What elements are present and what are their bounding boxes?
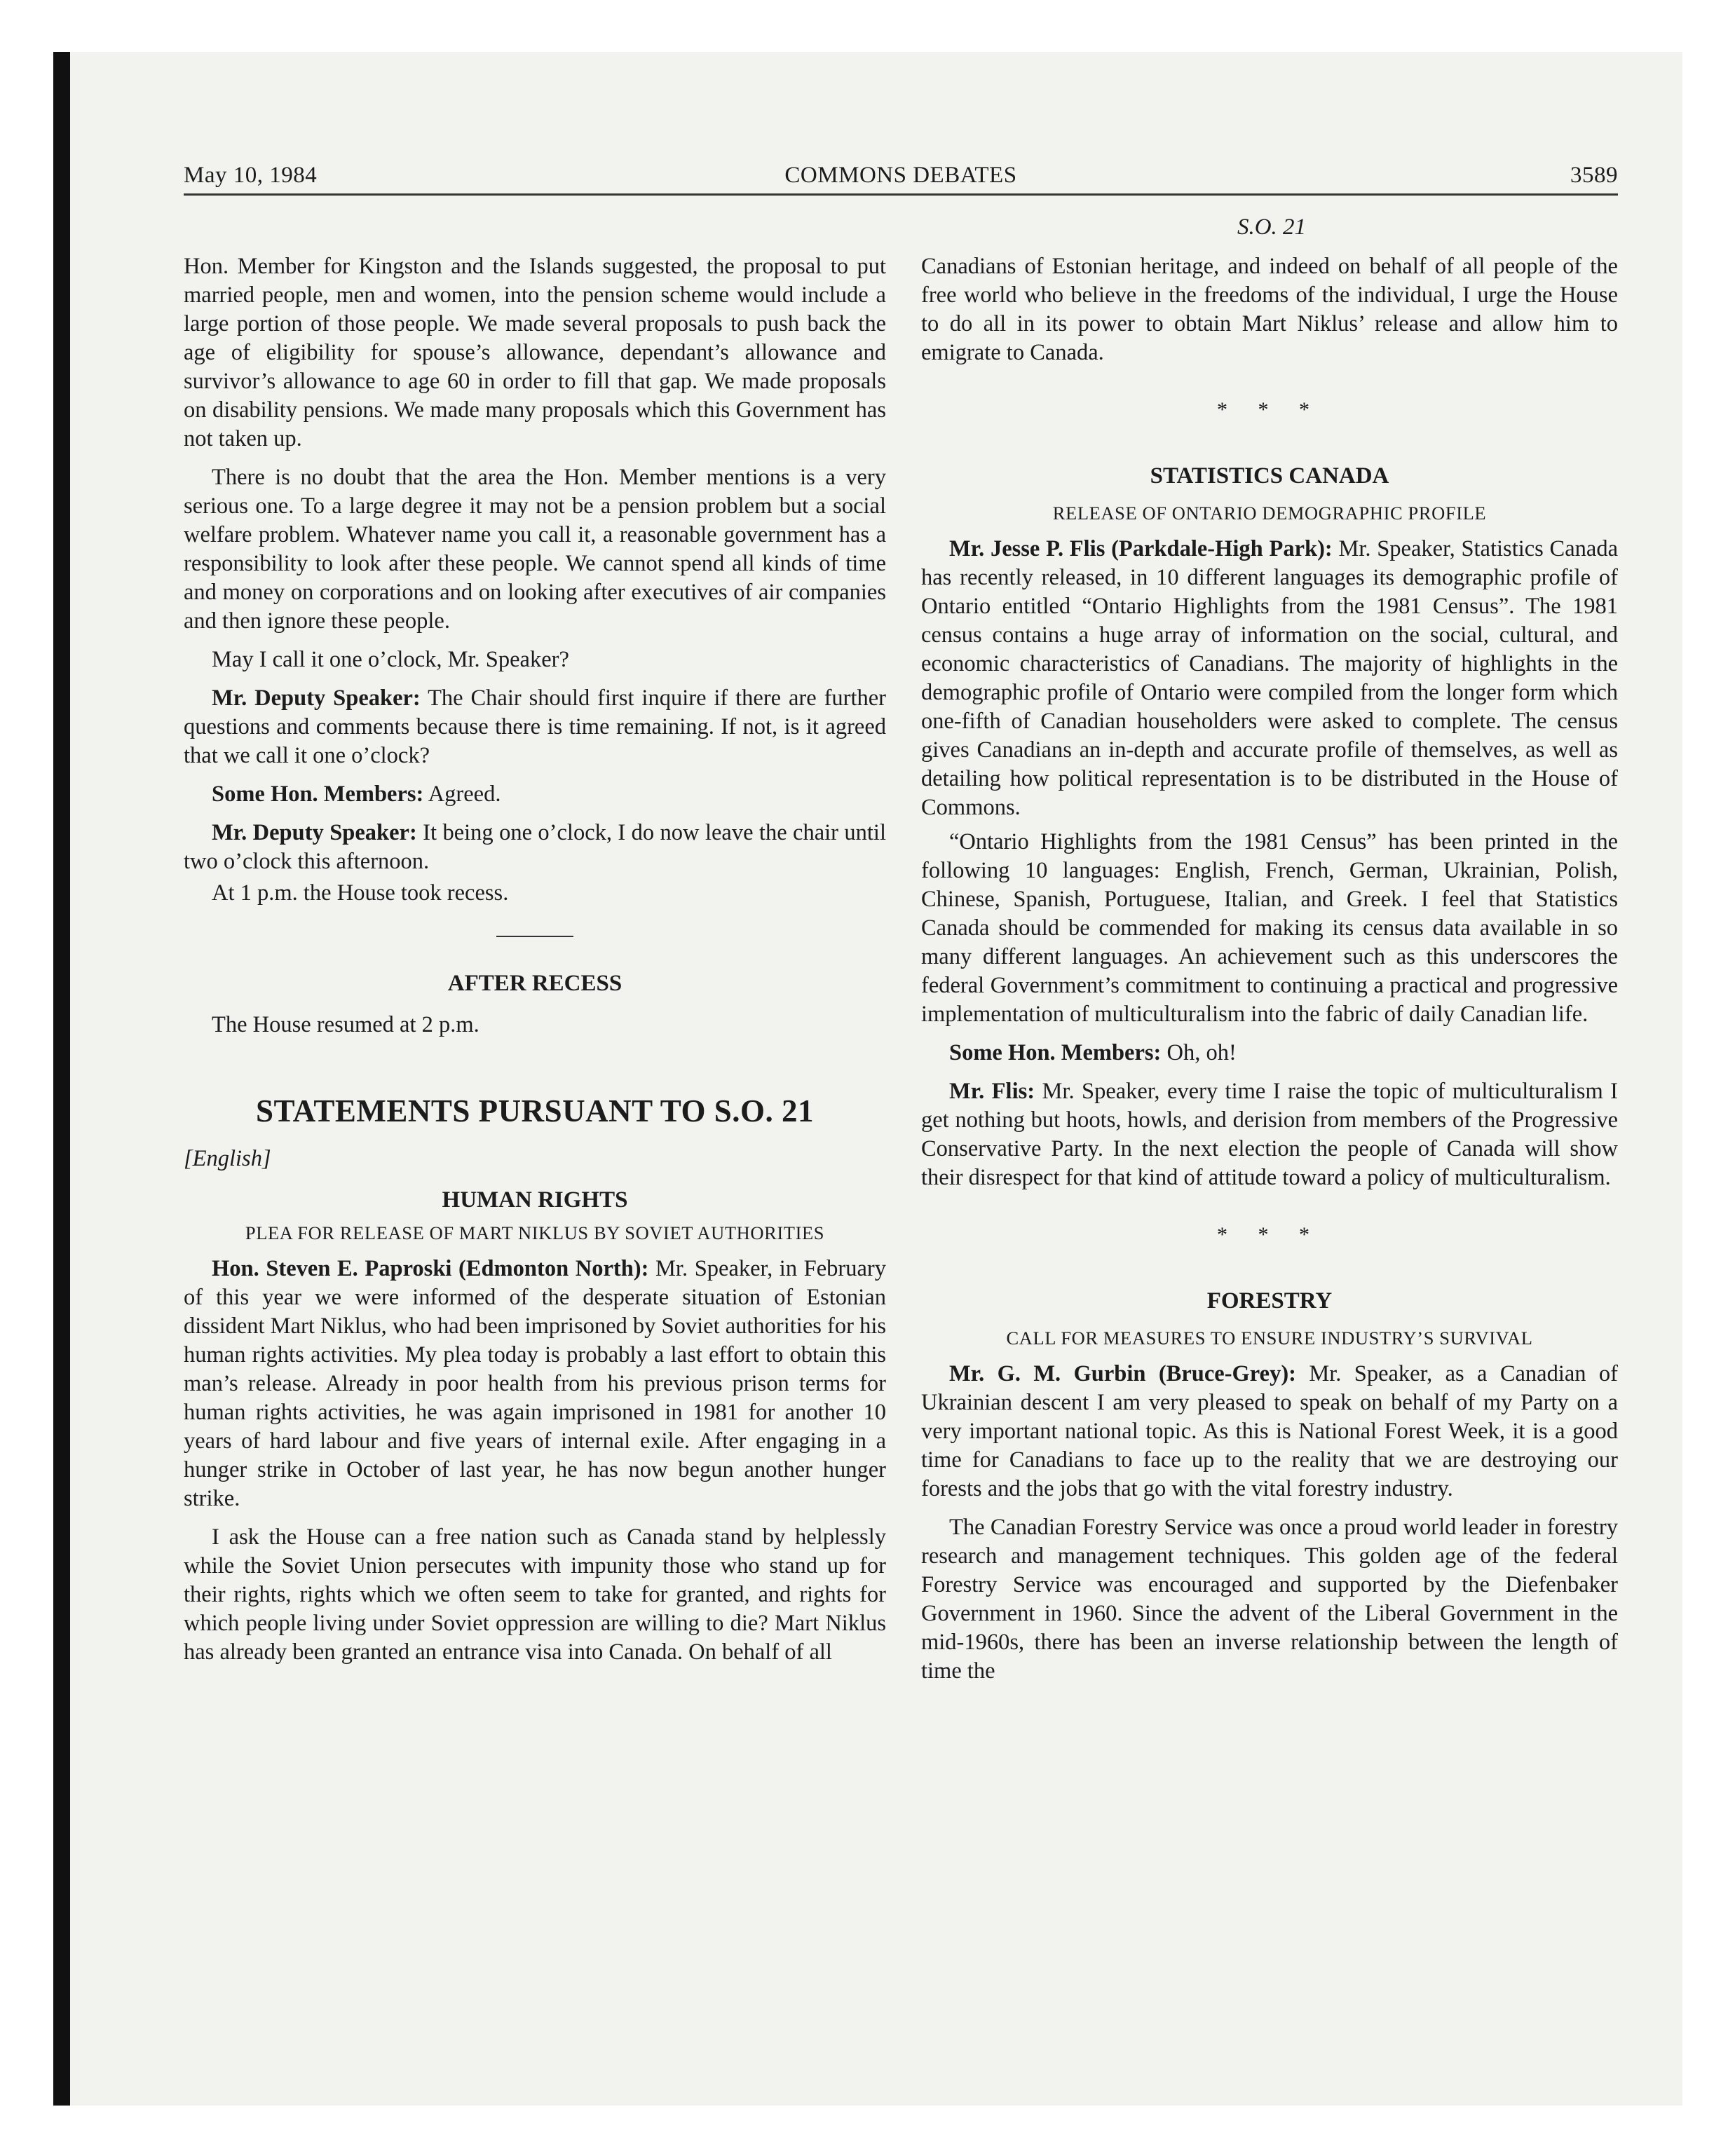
- right-column: [921, 252, 1618, 1686]
- page-number: 3589: [1570, 163, 1618, 188]
- paragraph: [184, 684, 886, 770]
- speaker-name: Mr. Flis:: [949, 1079, 1035, 1104]
- speech-text: It being one o’clock, I do now leave the chair until two o’clock this afternoon.: [184, 820, 886, 874]
- paragraph: The Canadian Forestry Service was once a proud world leader in forestry research and management techniques. This golden age of the federal Forestry Service was encouraged and supported by the Diefenbaker Government in 1960. Since the advent of the Liberal Government in the mid-1960s, there has been an inverse relationship between the length of time the: [921, 1515, 1618, 1684]
- paragraph: There is no doubt that the area the Hon. Member mentions is a very serious one. To a large degree it may not be a pension problem but a social welfare problem. Whatever name you call it, a reasonable government has a responsibility to look after these people. We cannot spend all kinds of time and money on corporations and on looking after executives of air companies and then ignore these people.: [184, 465, 886, 634]
- publication-title: COMMONS DEBATES: [784, 163, 1017, 188]
- speaker-name: Mr. G. M. Gurbin (Bruce-Grey):: [949, 1361, 1296, 1386]
- scan-binding-edge: [53, 52, 70, 2106]
- section-heading: AFTER RECESS: [447, 971, 622, 996]
- speaker-name: Some Hon. Members:: [949, 1040, 1162, 1065]
- paragraph: [921, 535, 1618, 822]
- paragraph: I ask the House can a free nation such as Canada stand by helplessly while the Soviet Union persecutes with impunity those who stand up for their rights, rights which we often seem to take for granted, and rights for which people living under Soviet oppression are willing to die? Mart Niklus has already been granted an entrance visa into Canada. On behalf of all: [184, 1524, 886, 1665]
- speech-text: Mr. Speaker, every time I raise the topic of multiculturalism I get nothing but hoots, howls, and derision from members of the Progressive Conservative Party. In the next election the people of Canada will show their disrespect for that kind of attitude toward a policy of multiculturalism.: [921, 1079, 1618, 1190]
- paragraph: [184, 780, 886, 809]
- speech-text: Mr. Speaker, in February of this year we were informed of the desperate situation of Estonian dissident Mart Niklus, who had been imprisoned by Soviet authorities for his human rights activities. My plea today is probably a last effort to obtain this man’s release. Already in poor health from his previous prison terms for human rights activities, he was again imprisoned in 1981 for another 10 years of hard labour and five years of internal exile. After engaging in a hunger strike in October of last year, he has now begun another hunger strike.: [184, 1256, 886, 1511]
- speaker-name: Hon. Steven E. Paproski (Edmonton North):: [212, 1256, 649, 1281]
- paragraph: [184, 819, 886, 876]
- left-column: [184, 252, 886, 1667]
- paragraph: The House resumed at 2 p.m.: [212, 1012, 479, 1037]
- paragraph: “Ontario Highlights from the 1981 Census” has been printed in the following 10 languages: English, French, German, Ukrainian, Polish, Chinese, Spanish, Portuguese, Italian, and Greek. I feel that Statistics Canada should be commended for making its census data available in so many different languages. An achievement such as this underscores the federal Government’s commitment to continuing a practical and progressive implementation of multiculturalism into the fabric of daily Canadian life.: [921, 829, 1618, 1027]
- paragraph: At 1 p.m. the House took recess.: [212, 880, 509, 906]
- language-note: [English]: [184, 1146, 271, 1171]
- page-header: [184, 163, 1618, 198]
- header-date: May 10, 1984: [184, 163, 318, 188]
- paragraph: May I call it one o’clock, Mr. Speaker?: [212, 647, 569, 672]
- paragraph: Hon. Member for Kingston and the Islands suggested, the proposal to put married people, men and women, into the pension scheme would include a large portion of those people. We made several proposals to push back the age of eligibility for spouse’s allowance, dependant’s allowance and survivor’s allowance to age 60 in order to fill that gap. We made proposals on disability pensions. We made many proposals which this Government has not taken up.: [184, 254, 886, 451]
- speaker-name: Some Hon. Members:: [212, 782, 424, 807]
- speech-text: Agreed.: [423, 782, 501, 807]
- paragraph: [921, 1039, 1618, 1067]
- subject-heading: HUMAN RIGHTS: [442, 1187, 628, 1213]
- subject-heading: STATISTICS CANADA: [1150, 463, 1389, 489]
- speaker-name: Mr. Jesse P. Flis (Parkdale-High Park):: [949, 536, 1333, 561]
- header-rule: [184, 193, 1618, 196]
- section-stars: * * *: [1217, 1223, 1322, 1246]
- subject-heading: FORESTRY: [1206, 1288, 1333, 1314]
- speaker-name: Mr. Deputy Speaker:: [212, 685, 421, 711]
- subject-subheading: CALL FOR MEASURES TO ENSURE INDUSTRY’S SURVIVAL: [1006, 1328, 1533, 1349]
- speech-text: The Chair should first inquire if there are further questions and comments because there is time remaining. If not, is it agreed that we call it one o’clock?: [184, 685, 886, 768]
- speech-text: Mr. Speaker, Statistics Canada has recently released, in 10 different languages its demographic profile of Ontario entitled “Ontario Highlights from the 1981 Census”. The 1981 census contains a huge array of information on the social, cultural, and economic characteristics of Canadians. The majority of highlights in the demographic profile of Ontario were compiled from the longer form which one-fifth of Canadian householders were asked to complete. The census gives Canadians an in-depth and accurate profile of themselves, as well as detailing how political representation is to be distributed in the House of Commons.: [921, 536, 1618, 820]
- paragraph: [921, 1077, 1618, 1192]
- subject-subheading: RELEASE OF ONTARIO DEMOGRAPHIC PROFILE: [1052, 503, 1487, 524]
- paragraph: [921, 1360, 1618, 1503]
- speech-text: Mr. Speaker, as a Canadian of Ukrainian descent I am very pleased to speak on behalf of my Party on a very important national topic. As this is National Forest Week, it is a good time for Canadians to face up to the reality that we are destroying our forests and the jobs that go with the vital forestry industry.: [921, 1361, 1618, 1501]
- subject-subheading: PLEA FOR RELEASE OF MART NIKLUS BY SOVIET AUTHORITIES: [245, 1222, 825, 1243]
- paragraph: Canadians of Estonian heritage, and indeed on behalf of all people of the free world who believe in the freedoms of the individual, I urge the House to do all in its power to obtain Mart Niklus’ release and allow him to emigrate to Canada.: [921, 254, 1618, 365]
- section-stars: * * *: [1217, 398, 1322, 421]
- paragraph: [184, 1255, 886, 1513]
- running-head: S.O. 21: [1237, 214, 1307, 240]
- speech-text: Oh, oh!: [1161, 1040, 1237, 1065]
- speaker-name: Mr. Deputy Speaker:: [212, 820, 417, 845]
- statements-heading: STATEMENTS PURSUANT TO S.O. 21: [255, 1093, 815, 1128]
